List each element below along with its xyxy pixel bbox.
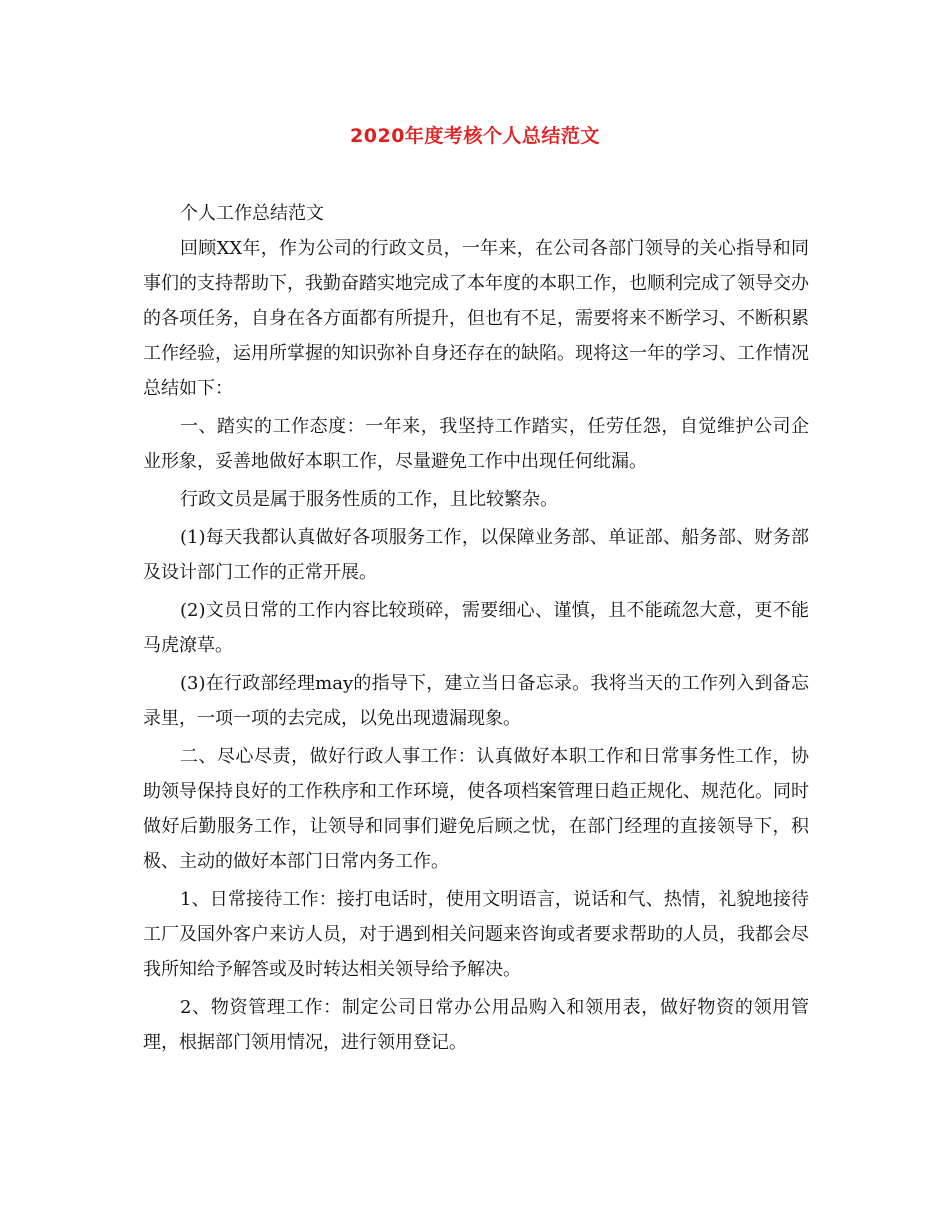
document-body bbox=[143, 196, 809, 1063]
paragraph-item-3: (3)在行政部经理may的指导下，建立当日备忘录。我将当天的工作列入到备忘录里，一项一项的去完成，以免出现遗漏现象。 bbox=[143, 673, 809, 729]
paragraph-item-1: (1)每天我都认真做好各项服务工作，以保障业务部、单证部、船务部、财务部及设计部门工作的正常开展。 bbox=[143, 527, 809, 583]
paragraph-service-nature: 行政文员是属于服务性质的工作，且比较繁杂。 bbox=[180, 489, 558, 510]
paragraph-reception: 1、日常接待工作：接打电话时，使用文明语言，说话和气、热情，礼貌地接待工厂及国外客户来访人员，对于遇到相关问题来咨询或者要求帮助的人员，我都会尽我所知给予解答或及时转达相关领导给予解决。 bbox=[143, 889, 809, 980]
paragraph-admin-work: 二、尽心尽责，做好行政人事工作：认真做好本职工作和日常事务性工作，协助领导保持良好的工作秩序和工作环境，使各项档案管理日趋正规化、规范化。同时做好后勤服务工作，让领导和同事们避免后顾之忧，在部门经理的直接领导下，积极、主动的做好本部门日常内务工作。 bbox=[143, 746, 809, 872]
paragraph-intro: 回顾XX年，作为公司的行政文员，一年来，在公司各部门领导的关心指导和同事们的支持帮助下，我勤奋踏实地完成了本年度的本职工作，也顺利完成了领导交办的各项任务，自身在各方面都有所提升，但也有不足，需要将来不断学习、不断积累工作经验，运用所掌握的知识弥补自身还存在的缺陷。现将这一年的学习、工作情况总结如下： bbox=[143, 238, 809, 399]
paragraph-materials: 2、物资管理工作：制定公司日常办公用品购入和领用表，做好物资的领用管理，根据部门领用情况，进行领用登记。 bbox=[143, 997, 809, 1053]
document-title: 2020年度考核个人总结范文 bbox=[350, 125, 600, 147]
paragraph-attitude: 一、踏实的工作态度：一年来，我坚持工作踏实，任劳任怨，自觉维护公司企业形象，妥善地做好本职工作，尽量避免工作中出现任何纰漏。 bbox=[143, 416, 809, 472]
paragraph-item-2: (2)文员日常的工作内容比较琐碎，需要细心、谨慎，且不能疏忽大意，更不能马虎潦草。 bbox=[143, 600, 809, 656]
section-heading: 个人工作总结范文 bbox=[180, 203, 324, 224]
